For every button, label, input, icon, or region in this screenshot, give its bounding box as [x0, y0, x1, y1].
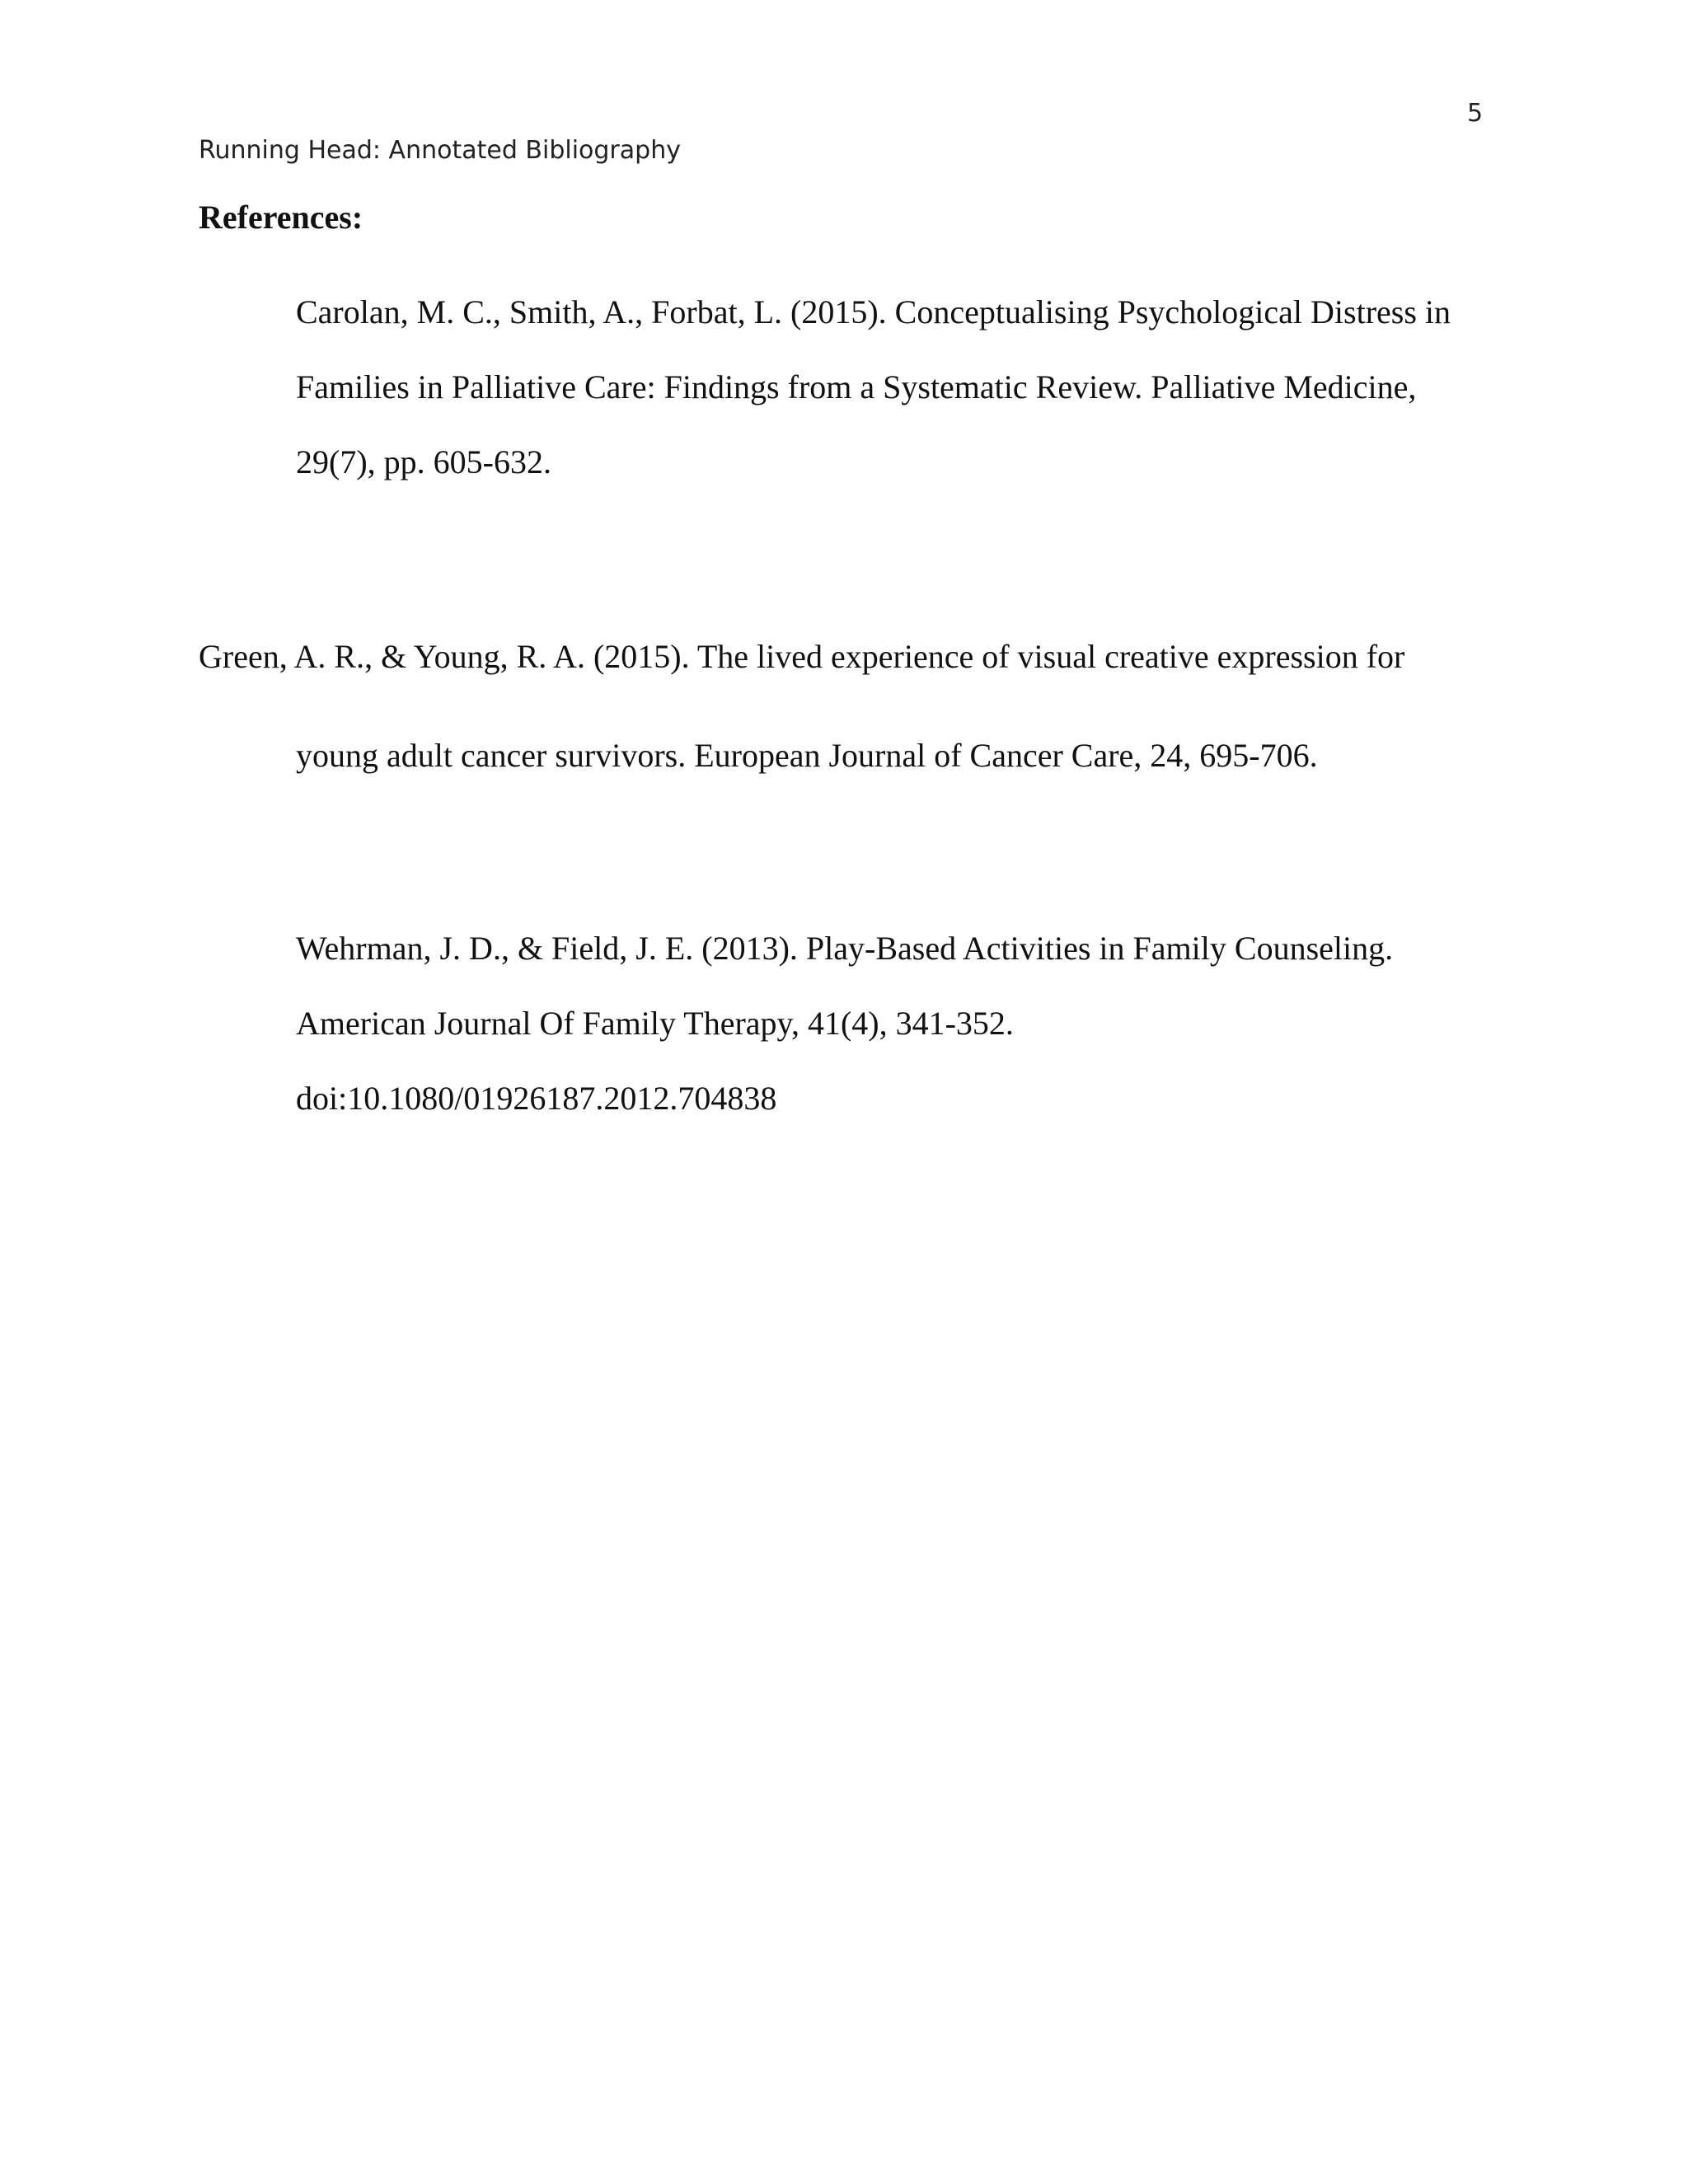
reference-line: Green, A. R., & Young, R. A. (2015). The lived experience of visual creative expression for	[199, 638, 1405, 675]
running-head: Running Head: Annotated Bibliography	[199, 136, 681, 165]
reference-line: doi:10.1080/01926187.2012.704838	[296, 1080, 777, 1117]
reference-line: Families in Palliative Care: Findings from a Systematic Review. Palliative Medicine,	[296, 368, 1417, 405]
reference-line: young adult cancer survivors. European Journal of Cancer Care, 24, 695-706.	[296, 737, 1318, 774]
references-heading: References:	[199, 199, 363, 236]
reference-line: Wehrman, J. D., & Field, J. E. (2013). Play-Based Activities in Family Counseling.	[296, 930, 1394, 967]
page-number: 5	[1467, 99, 1484, 128]
reference-line: 29(7), pp. 605-632.	[296, 443, 551, 480]
reference-line: Carolan, M. C., Smith, A., Forbat, L. (2015). Conceptualising Psychological Distress in	[296, 293, 1451, 330]
reference-line: American Journal Of Family Therapy, 41(4), 341-352.	[296, 1005, 1014, 1042]
